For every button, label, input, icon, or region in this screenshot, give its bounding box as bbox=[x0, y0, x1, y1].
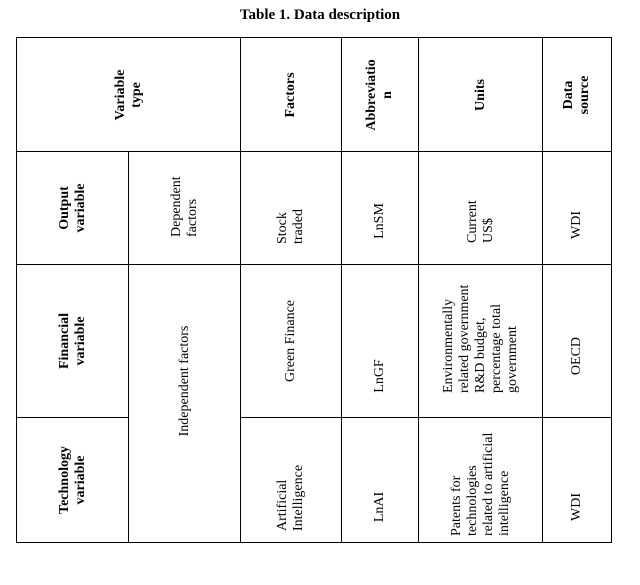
header-variable-type bbox=[17, 38, 241, 152]
stock-traded-cell bbox=[241, 152, 342, 265]
output-variable-cell bbox=[17, 152, 129, 265]
header-units-label: Units bbox=[472, 78, 488, 111]
oecd-cell bbox=[543, 265, 612, 418]
table-row bbox=[17, 152, 612, 265]
header-data-source bbox=[543, 38, 612, 152]
header-variable-type-label: Variable type bbox=[112, 69, 144, 120]
wdi-cell-2 bbox=[543, 417, 612, 542]
lnsm-cell bbox=[342, 152, 419, 265]
lngf-cell bbox=[342, 265, 419, 418]
green-budget-units-label: Environmentally related government R&D budget, percentage total government bbox=[440, 284, 520, 394]
green-finance-cell bbox=[241, 265, 342, 418]
dependent-factors-cell bbox=[129, 152, 241, 265]
data-description-table bbox=[16, 37, 612, 543]
financial-variable-cell bbox=[17, 265, 129, 418]
artificial-intelligence-cell bbox=[241, 417, 342, 542]
table-row bbox=[17, 417, 612, 542]
independent-factors-cell bbox=[129, 265, 241, 543]
dependent-factors-label: Dependent factors bbox=[168, 176, 200, 237]
current-usd-cell bbox=[419, 152, 543, 265]
green-budget-units-cell bbox=[419, 265, 543, 418]
header-data-source-label: Data source bbox=[561, 75, 592, 114]
technology-variable-label: Technology variable bbox=[56, 445, 88, 514]
independent-factors-label: Independent factors bbox=[176, 325, 192, 437]
wdi-label-1: WDI bbox=[569, 210, 584, 239]
header-abbreviation bbox=[342, 38, 419, 152]
technology-variable-cell bbox=[17, 417, 129, 542]
stock-traded-label: Stock traded bbox=[275, 208, 306, 244]
financial-variable-label: Financial variable bbox=[56, 312, 88, 369]
header-abbreviation-label: Abbreviation bbox=[364, 58, 395, 131]
artificial-intelligence-label: Artificial Intelligence bbox=[275, 464, 306, 531]
green-finance-label: Green Finance bbox=[283, 299, 298, 382]
lnai-cell bbox=[342, 417, 419, 542]
output-variable-label: Output variable bbox=[56, 183, 88, 233]
wdi-cell-1 bbox=[543, 152, 612, 265]
table-row bbox=[17, 265, 612, 418]
table-caption: Table 1. Data description bbox=[239, 7, 401, 23]
lngf-label: LnGF bbox=[372, 358, 387, 393]
ai-patents-units-label: Patents for technologies related to artificial intelligence bbox=[448, 432, 512, 536]
header-factors bbox=[241, 38, 342, 152]
lnai-label: LnAI bbox=[372, 491, 387, 523]
header-factors-label: Factors bbox=[283, 71, 298, 118]
header-units bbox=[419, 38, 543, 152]
ai-patents-units-cell bbox=[419, 417, 543, 542]
wdi-label-2: WDI bbox=[569, 493, 584, 522]
lnsm-label: LnSM bbox=[372, 203, 387, 240]
oecd-label: OECD bbox=[569, 336, 584, 375]
header-row bbox=[17, 38, 612, 152]
current-usd-label: Current US$ bbox=[464, 200, 496, 243]
